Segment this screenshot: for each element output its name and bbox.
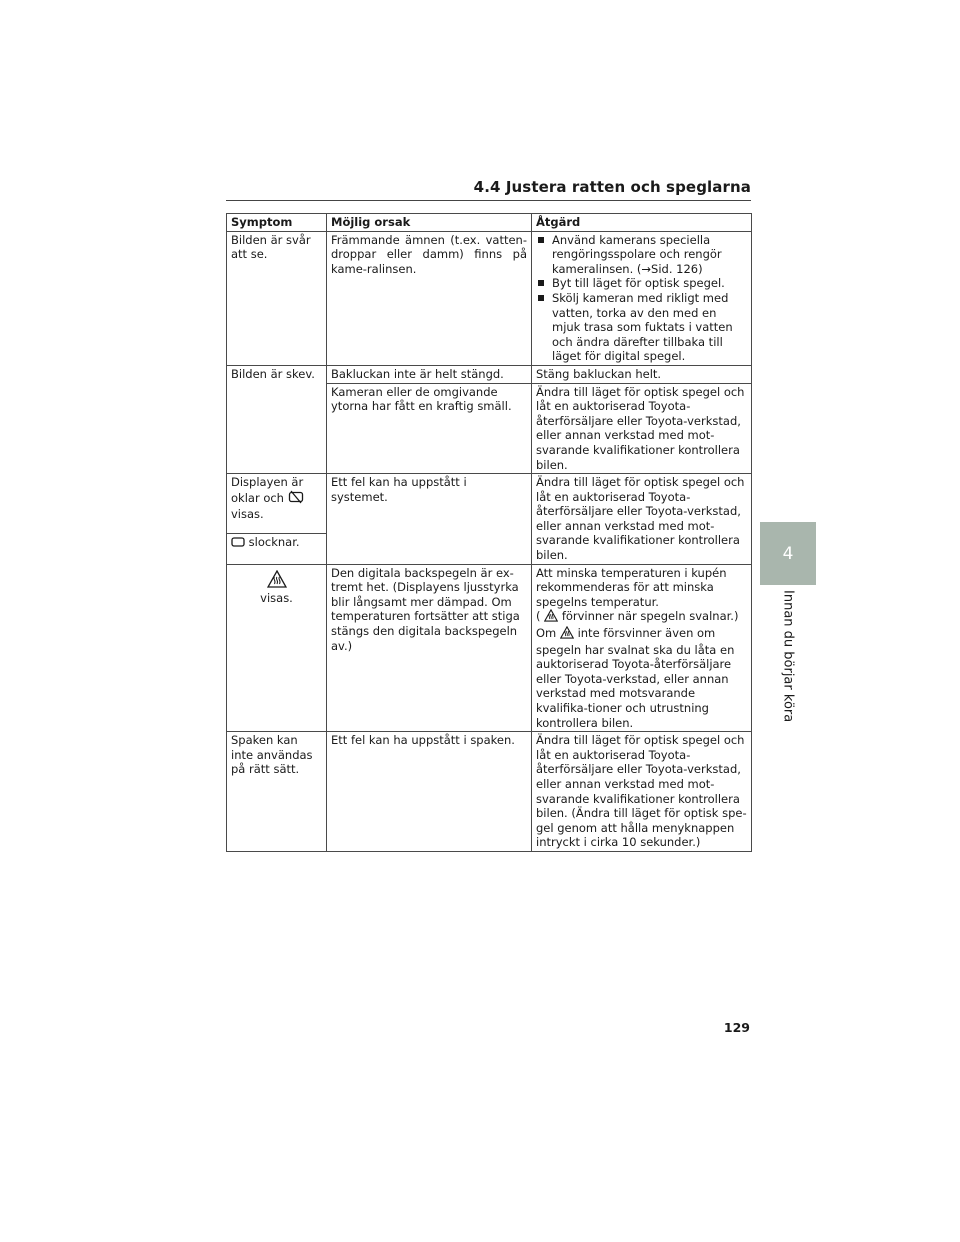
action-list-item: Använd kamerans speciella rengöringsspolare och rengör kameralinsen. (→Sid. 126) — [536, 233, 747, 277]
table-row — [227, 365, 752, 383]
action-list-item: Byt till läget för optisk spegel. — [536, 276, 747, 291]
column-header-symptom: Symptom — [227, 214, 327, 232]
cause-cell: Kameran eller de omgivande ytorna har fått en kraftig smäll. — [327, 383, 532, 474]
action-cell: Ändra till läget för optisk spegel och låt en auktoriserad Toyota-återförsäljare eller Toyota-verkstad, eller annan verkstad med mot-svarande kvalifikationer kontrollera bilen. — [532, 383, 752, 474]
action-list — [536, 233, 747, 364]
cause-cell: Ett fel kan ha uppstått i systemet. — [327, 474, 532, 565]
table-row — [227, 474, 752, 534]
action-cell — [532, 564, 752, 732]
action-text — [536, 626, 747, 730]
symptom-text: Displayen är oklar och — [231, 475, 304, 505]
action-cell: Stäng bakluckan helt. — [532, 365, 752, 383]
action-cell: Ändra till läget för optisk spegel och låt en auktoriserad Toyota-återförsäljare eller Toyota-verkstad, eller annan verkstad med mot-svarande kvalifikationer kontrollera bilen. — [532, 474, 752, 565]
mirror-warning-icon — [288, 490, 304, 508]
cause-cell: Främmande ämnen (t.ex. vatten-droppar eller damm) finns på kame-ralinsen. — [327, 231, 532, 365]
heat-warning-icon — [560, 626, 574, 643]
chapter-title: Innan du börjar köra — [780, 590, 796, 723]
action-list-item: Skölj kameran med rikligt med vatten, torka av den med en mjuk trasa som fuktats i vatten och ändra därefter tillbaka till läget för digital spegel. — [536, 291, 747, 364]
cause-cell: Ett fel kan ha uppstått i spaken. — [327, 732, 532, 852]
action-text-rest: inte försvinner även om spegeln har svalnat ska du låta en auktoriserad Toyota-återförsäljare eller Toyota-verkstad, eller annan verkstad med motsvarande kvalifika-tioner och utrustning kontrollera bilen. — [536, 626, 735, 730]
heat-warning-icon — [544, 609, 558, 626]
table-header-row — [227, 214, 752, 232]
action-text: Att minska temperaturen i kupén rekommenderas för att minska spegelns temperatur. — [536, 565, 727, 609]
symptom-cell: Bilden är svår att se. — [227, 231, 327, 365]
action-text-rest: förvinner när spegeln svalnar.) — [561, 609, 739, 624]
action-cell — [532, 231, 752, 365]
action-text-open: ( — [536, 609, 541, 624]
symptom-text: slocknar. — [248, 534, 300, 549]
column-header-action: Åtgärd — [532, 214, 752, 232]
symptom-cell — [227, 533, 327, 564]
action-text-pre: Om — [536, 626, 557, 641]
symptom-cell: Spaken kan inte användas på rätt sätt. — [227, 732, 327, 852]
column-header-cause: Möjlig orsak — [327, 214, 532, 232]
symptom-cell: Bilden är skev. — [227, 365, 327, 473]
chapter-tab — [760, 522, 816, 585]
section-header: 4.4 Justera ratten och speglarna — [473, 178, 751, 196]
table-row — [227, 231, 752, 365]
header-rule — [226, 200, 751, 201]
action-cell: Ändra till läget för optisk spegel och låt en auktoriserad Toyota-återförsäljare eller Toyota-verkstad, eller annan verkstad med mot-svarande kvalifikationer kontrollera bilen. (Ändra till läget för optisk spe-gel genom att hålla menyknappen intryckt i cirka 10 sekunder.) — [532, 732, 752, 852]
table-row — [227, 732, 752, 852]
symptom-text: visas. — [231, 507, 264, 522]
chapter-title-container — [760, 585, 816, 735]
action-text — [536, 609, 747, 626]
heat-warning-icon — [231, 570, 322, 592]
mirror-display-icon — [231, 536, 245, 552]
cause-cell: Bakluckan inte är helt stängd. — [327, 365, 532, 383]
page-number: 129 — [723, 1020, 750, 1035]
symptom-text: visas. — [260, 591, 293, 606]
symptom-cell — [227, 564, 327, 732]
cause-cell: Den digitala backspegeln är ex-tremt het. (Displayens ljusstyrka blir långsamt mer dämpad. Om temperaturen fortsätter att stiga stängs den digitala backspegeln av.) — [327, 564, 532, 732]
table-row — [227, 564, 752, 732]
chapter-number: 4 — [782, 543, 794, 564]
troubleshooting-table — [226, 213, 752, 852]
symptom-cell — [227, 474, 327, 534]
